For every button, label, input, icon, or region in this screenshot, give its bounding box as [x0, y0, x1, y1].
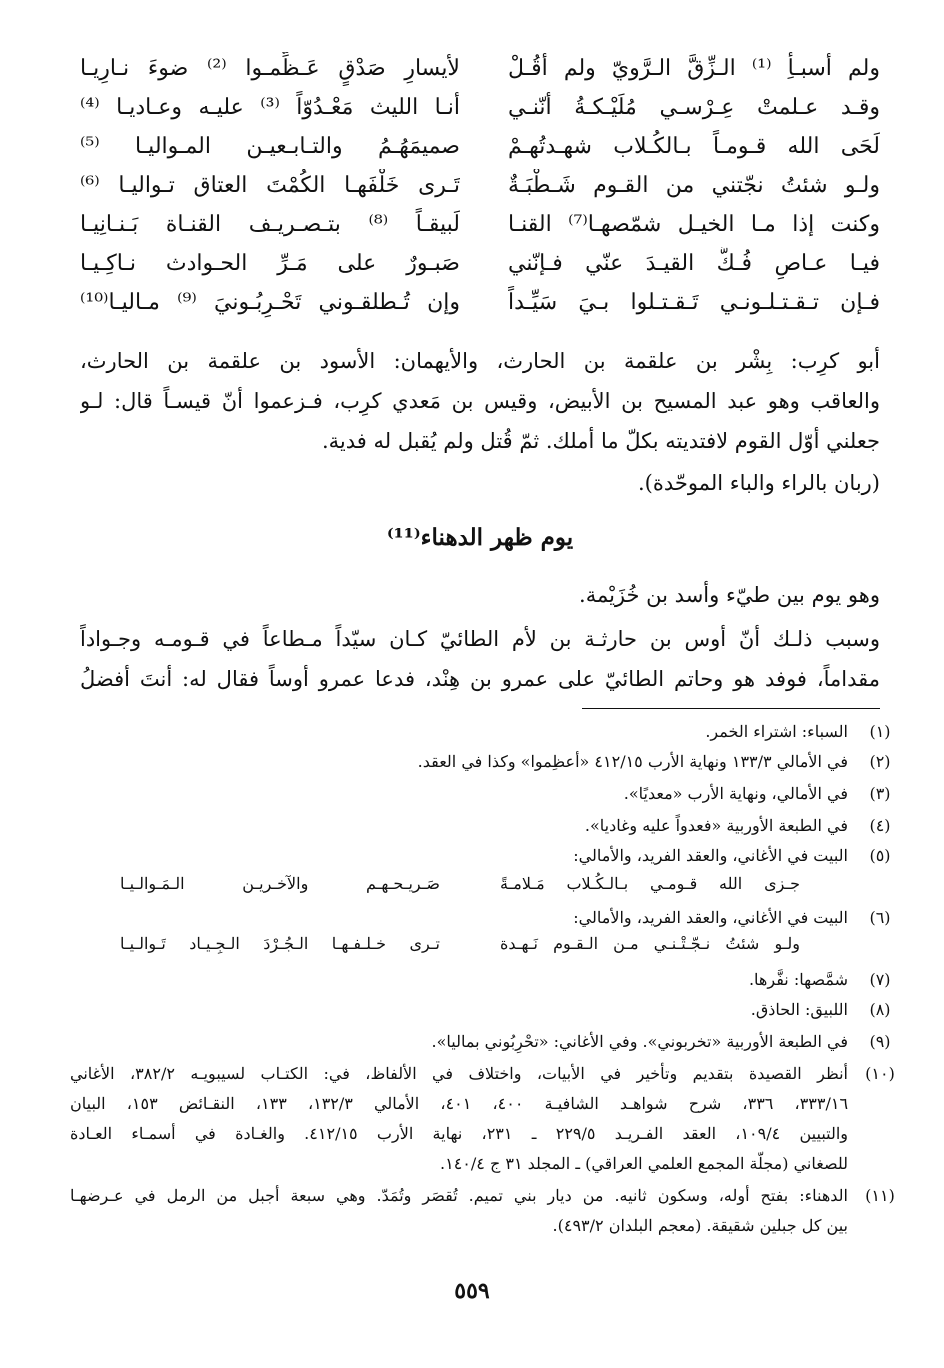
- verse-line: [80, 130, 880, 164]
- footnote-number: (٥): [869, 846, 891, 865]
- paragraph-line: والعاقب وهو عبد المسيح بن الأبيض، وقيس بن مَعدي كرِب، فـزعموا أنّ قيسـاً قال: لـو: [80, 389, 880, 413]
- footnote-number: (٩): [869, 1032, 891, 1051]
- paragraph-line: وسبب ذلـك أنّ أوس بن حارثـة بن لأم الطائيّ كـان سيّداً مـطاعاً في قـومـه وجـواداً: [80, 627, 880, 651]
- footnote-verse-first: ولـو شئتُ نـجّـتْـنـي مـن الـقـوم نَـهـدة: [500, 934, 800, 953]
- verse-second-hemistich: تَـرى خَلْفَهـا الكُمْتَ العتاق تـواليـا ⁽⁶⁾: [80, 173, 460, 198]
- verse-first-hemistich: لَحَى الله قـومـاً بـالكُـلاب شهـدتُهـمْ: [508, 134, 880, 159]
- verse-first-hemistich: وكنت إذا مـا الخيـل شمّصهـا⁽⁷⁾ القنـا: [508, 212, 880, 237]
- page-number: ٥٥٩: [454, 1278, 490, 1304]
- verse-second-hemistich: وإن تُـطلقـوني تَحْـرِبُـونيَ ⁽⁹⁾ مـاليـا⁽¹⁰⁾: [80, 290, 460, 315]
- verse-line: [80, 247, 880, 281]
- verse-line: [80, 52, 880, 86]
- footnote-number: (٢): [869, 752, 891, 771]
- section-heading: يوم ظهر الدهناء⁽¹¹⁾: [386, 524, 574, 551]
- footnote-text: في الأمالي ١٣٣/٣ ونهاية الأرب ٤١٢/١٥ «أعظِموا» وكذا في العقد.: [417, 752, 848, 771]
- verse-line: [80, 169, 880, 203]
- paragraph-line: مقداماً، فوفد هو وحاتم الطائيّ على عمرو بن هِنْد، فدعا عمرو أوساً فقال له: أنتَ أفضلُ: [80, 667, 880, 691]
- footnote-text: السباء: اشتراء الخمر.: [705, 722, 848, 741]
- paragraph-line: (ربان بالراء والباء الموحّدة).: [637, 471, 880, 495]
- verse-line: [80, 91, 880, 125]
- footnote-verse-first: جـزى الله قـومـي بـالـكُـلاب مَـلامـةً: [500, 874, 800, 893]
- paragraph-line: أبو كرِب: بِشْر بن علقمة بن الحارث، والأيهمان: الأسود بن علقمة بن الحارث،: [80, 349, 880, 373]
- verse-first-hemistich: فيـا عـاصِ فُـكَّ القيـدَ عنّي فـإنّني: [508, 251, 880, 276]
- footnote-text: في الأمالي، ونهاية الأرب «معديًا».: [623, 784, 848, 803]
- footnote-number: (١١): [865, 1186, 895, 1205]
- verse-first-hemistich: وقـد عـلمتْ عِـرْسـي مُلَيْـكـةُ أنّنـي: [508, 95, 880, 120]
- footnote-text: ٣٣٣/١٦، ٣٣٦، شرح شواهـد الشافيـة ٤٠٠، ٤٠١، الأمالي ١٣٢/٣، ١٣٣، النقـائض ١٥٣، البيان: [70, 1094, 848, 1113]
- paragraph-line: جعلني أوّل القوم لافتديته بكلّ ما أملك. ثمّ قُتل ولم يُقبل له فدية.: [322, 429, 880, 453]
- verse-second-hemistich: صميمَهُـمُ والتـابـعيـن المـواليـا ⁽⁵⁾: [80, 134, 460, 159]
- verse-second-hemistich: لَبيقـاً ⁽⁸⁾ بتـصـريـف القنـاة بَـنـانِيـا: [80, 212, 460, 237]
- verse-second-hemistich: لأيسارِ صَدْقٍ عَـظِّمـوا ⁽²⁾ ضوءَ نـارِيـا: [80, 56, 460, 81]
- verse-first-hemistich: فـإن تـقـتـلـونـي تَـقـتـلوا بـيَ سَيِّـداً: [508, 290, 880, 315]
- footnote-text: اللبيق: الحاذق.: [750, 1000, 848, 1019]
- verse-line: [80, 208, 880, 242]
- footnote-number: (٤): [869, 816, 891, 835]
- verse-first-hemistich: ولم أسبـأِ ⁽¹⁾ الـزِّقَّ الـرَّويّ ولم أقُـلْ: [508, 56, 880, 81]
- footnote-verse: [120, 870, 800, 897]
- verse-second-hemistich: أنـا الليث مَعْـدُوّاً ⁽³⁾ عليـه وعـاديـا ⁽⁴⁾: [80, 95, 460, 120]
- footnote-text: شمَّصها: نفَّرها.: [748, 970, 848, 989]
- footnote-text: البيت في الأغاني، والعقد الفريد، والأمالي:: [573, 908, 848, 927]
- footnote-number: (١٠): [865, 1064, 895, 1083]
- footnote-verse-second: تـرى خـلـفـهـا الـجُـرْدَ الـجِـيـاد تَـوالـيـا: [120, 934, 440, 953]
- footnote-number: (٦): [869, 908, 891, 927]
- footnote-text: بين كل جبلين شقيقة. (معجم البلدان ٤٩٣/٢).: [552, 1216, 848, 1235]
- footnote-verse: [120, 930, 800, 957]
- footnote-text: والتبيين ١٠٩/٤، العقد الفـريـد ٢٢٩/٥ ـ ٢٣١، نهاية الأرب ٤١٢/١٥. والغـادة في أسمـاء العـادة: [70, 1124, 848, 1143]
- verse-line: [80, 286, 880, 320]
- verse-first-hemistich: ولـو شئتُ نجّتني من القـوم شَـطْبَـةٌ: [508, 173, 880, 198]
- footnote-text: البيت في الأغاني، والعقد الفريد، والأمالي:: [573, 846, 848, 865]
- paragraph-line: وهو يوم بين طيّء وأسد بن خُزَيْمة.: [579, 583, 880, 607]
- footnote-text: للصغاني (مجلّة المجمع العلمي العراقي) ـ المجلد ٣١ ج ١٤٠/٤.: [440, 1154, 848, 1173]
- footnote-text: في الطبعة الأوربية «فعدواً عليه وغاديا».: [584, 816, 848, 835]
- footnote-number: (٨): [869, 1000, 891, 1019]
- footnote-text: الدهناء: بفتح أوله، وسكون ثانيه. من ديار بني تميم. تُقصَر وتُمَدّ. وهي سبعة أجبل من الرمل في عـرضهـا: [70, 1186, 848, 1205]
- footnote-text: في الطبعة الأوربية «تخربوني». وفي الأغاني: «تحْرِبُوني بماليا».: [431, 1032, 848, 1051]
- footnote-number: (١): [869, 722, 891, 741]
- footnote-number: (٧): [869, 970, 891, 989]
- footnote-verse-second: صَـريـحـهـم والآخـريـن الـمَـوالـيـا: [120, 874, 440, 893]
- footnote-number: (٣): [869, 784, 891, 803]
- footnote-text: أنظر القصيدة بتقديم وتأخير في الأبيات، واختلاف في الألفاظ، في: الكتـاب لسيبويـه ٣٨٢/٢، الأغاني: [70, 1064, 848, 1083]
- footnote-divider: [582, 708, 880, 709]
- verse-second-hemistich: صَبـورٌ على مَـرِّ الحـوادث نـاكِـيـا: [80, 251, 460, 276]
